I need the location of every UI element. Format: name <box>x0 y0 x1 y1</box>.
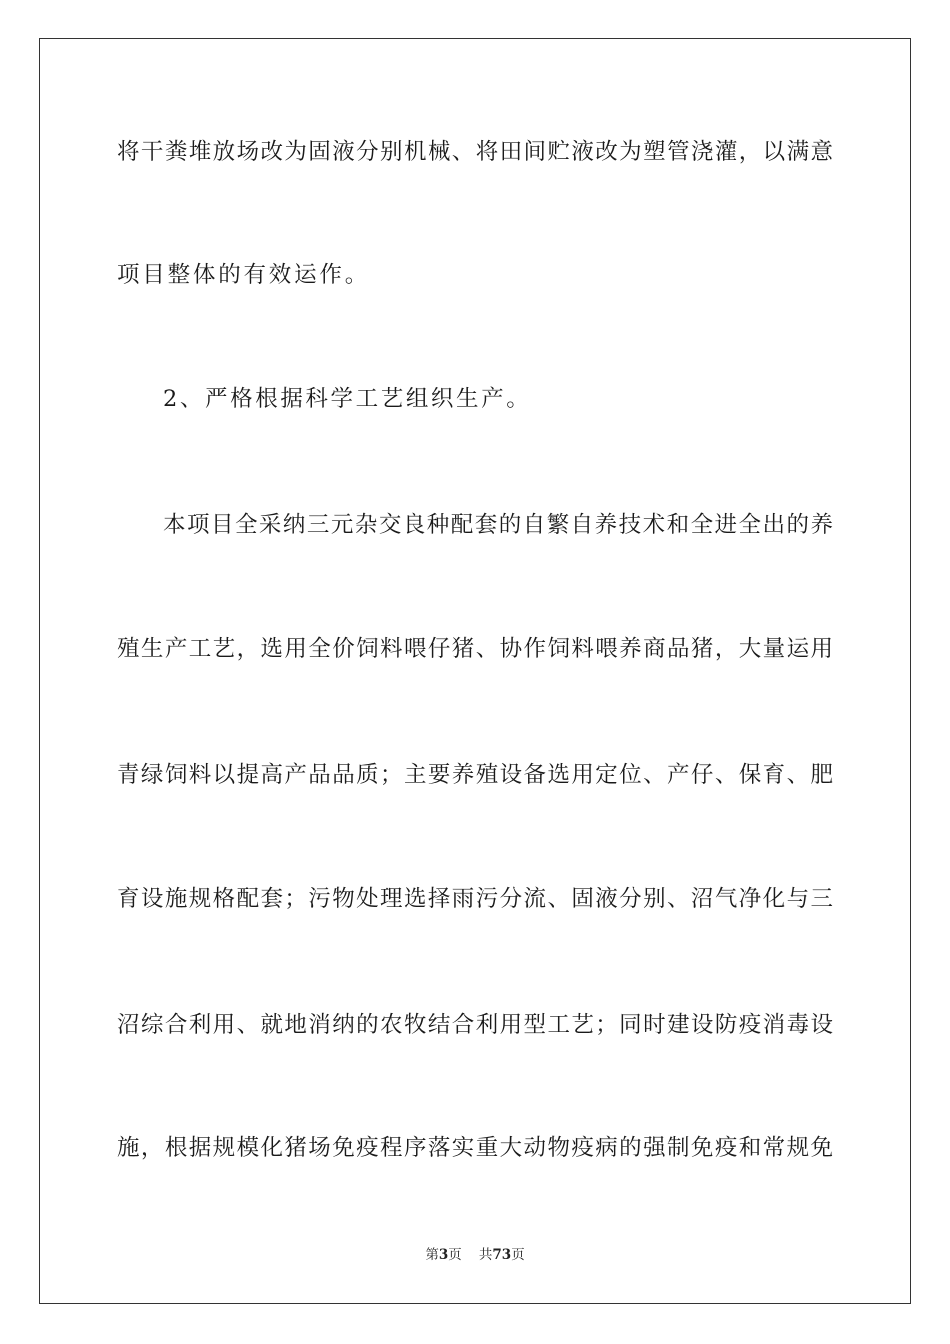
section-heading: 2、严格根据科学工艺组织生产。 <box>163 386 532 412</box>
page-suffix: 页 <box>448 1247 462 1263</box>
body-text-line: 本项目全采纳三元杂交良种配套的自繁自养技术和全进全出的养 <box>163 512 833 538</box>
body-text-line: 殖生产工艺，选用全价饲料喂仔猪、协作饲料喂养商品猪，大量运用 <box>117 636 833 662</box>
body-text-line: 育设施规格配套；污物处理选择雨污分流、固液分别、沼气净化与三 <box>117 886 833 912</box>
page-current: 3 <box>438 1247 449 1263</box>
body-text-line: 项目整体的有效运作。 <box>117 262 371 288</box>
page-total: 73 <box>492 1247 512 1263</box>
page-footer <box>0 1246 950 1264</box>
body-text-line: 青绿饲料以提高产品品质；主要养殖设备选用定位、产仔、保育、肥 <box>117 762 833 788</box>
body-text-line: 施，根据规模化猪场免疫程序落实重大动物疫病的强制免疫和常规免 <box>117 1135 833 1161</box>
page-prefix: 第 <box>425 1247 439 1263</box>
page-border <box>39 38 911 1304</box>
total-prefix: 共 <box>478 1247 493 1263</box>
total-suffix: 页 <box>511 1247 525 1263</box>
body-text-line: 将干粪堆放场改为固液分别机械、将田间贮液改为塑管浇灌，以满意 <box>117 139 833 165</box>
body-text-line: 沼综合利用、就地消纳的农牧结合利用型工艺；同时建设防疫消毒设 <box>117 1012 833 1038</box>
